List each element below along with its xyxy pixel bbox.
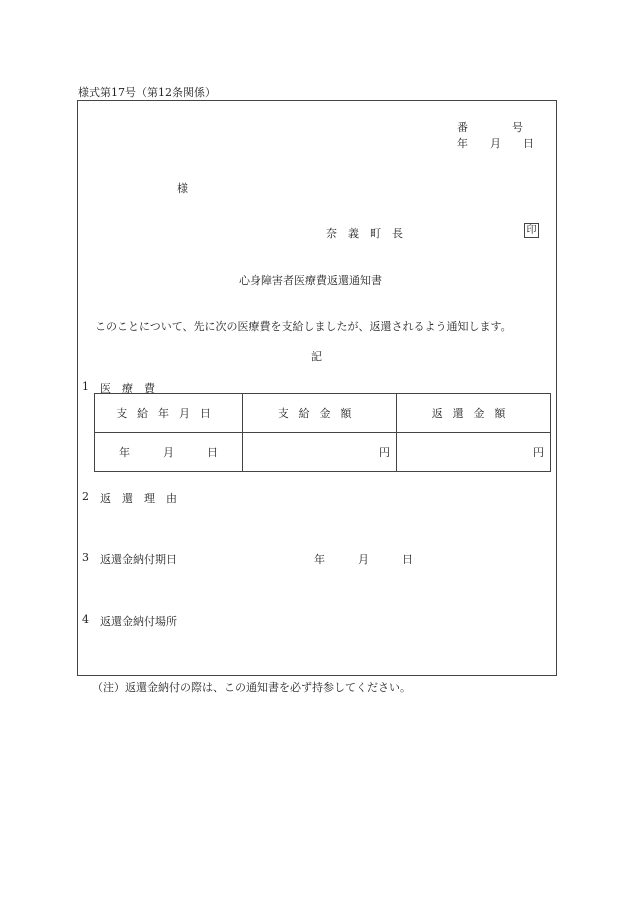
table-cell-refund-yen: 円 xyxy=(397,433,551,472)
seal-stamp: 印 xyxy=(524,223,539,238)
table-row xyxy=(95,433,551,472)
item-3-label: 返還金納付期日 xyxy=(100,553,177,566)
document-number-label: 番 号 xyxy=(457,121,523,134)
item-2-number: 2 xyxy=(82,490,89,503)
table-header-payment-date: 支給年月日 xyxy=(95,394,243,433)
item-1-number: 1 xyxy=(82,380,89,393)
item-4-label: 返還金納付場所 xyxy=(100,615,177,628)
table-header-refund-amount: 返還金額 xyxy=(397,394,551,433)
footnote: （注）返還金納付の際は、この通知書を必ず持参してください。 xyxy=(92,681,411,694)
table-header-row xyxy=(95,394,551,433)
body-text: このことについて、先に次の医療費を支給しましたが、返還されるよう通知します。 xyxy=(95,320,512,333)
form-number: 様式第17号（第12条関係） xyxy=(78,86,216,99)
document-title: 心身障害者医療費返還通知書 xyxy=(239,274,382,287)
table-cell-date: 年 月 日 xyxy=(95,433,243,472)
item-4-number: 4 xyxy=(82,613,89,626)
item-3-number: 3 xyxy=(82,551,89,564)
recipient-suffix: 様 xyxy=(177,182,188,195)
item-2-label: 返 還 理 由 xyxy=(100,492,177,505)
issuer-name: 奈 義 町 長 xyxy=(326,227,403,240)
table-header-payment-amount: 支給金額 xyxy=(243,394,397,433)
ki-label: 記 xyxy=(311,350,322,363)
table-cell-payment-yen: 円 xyxy=(243,433,397,472)
item-3-date: 年 月 日 xyxy=(314,553,413,566)
item-1-label: 医 療 費 xyxy=(100,382,155,395)
medical-fee-table xyxy=(94,393,551,472)
document-date-label: 年 月 日 xyxy=(457,137,534,150)
